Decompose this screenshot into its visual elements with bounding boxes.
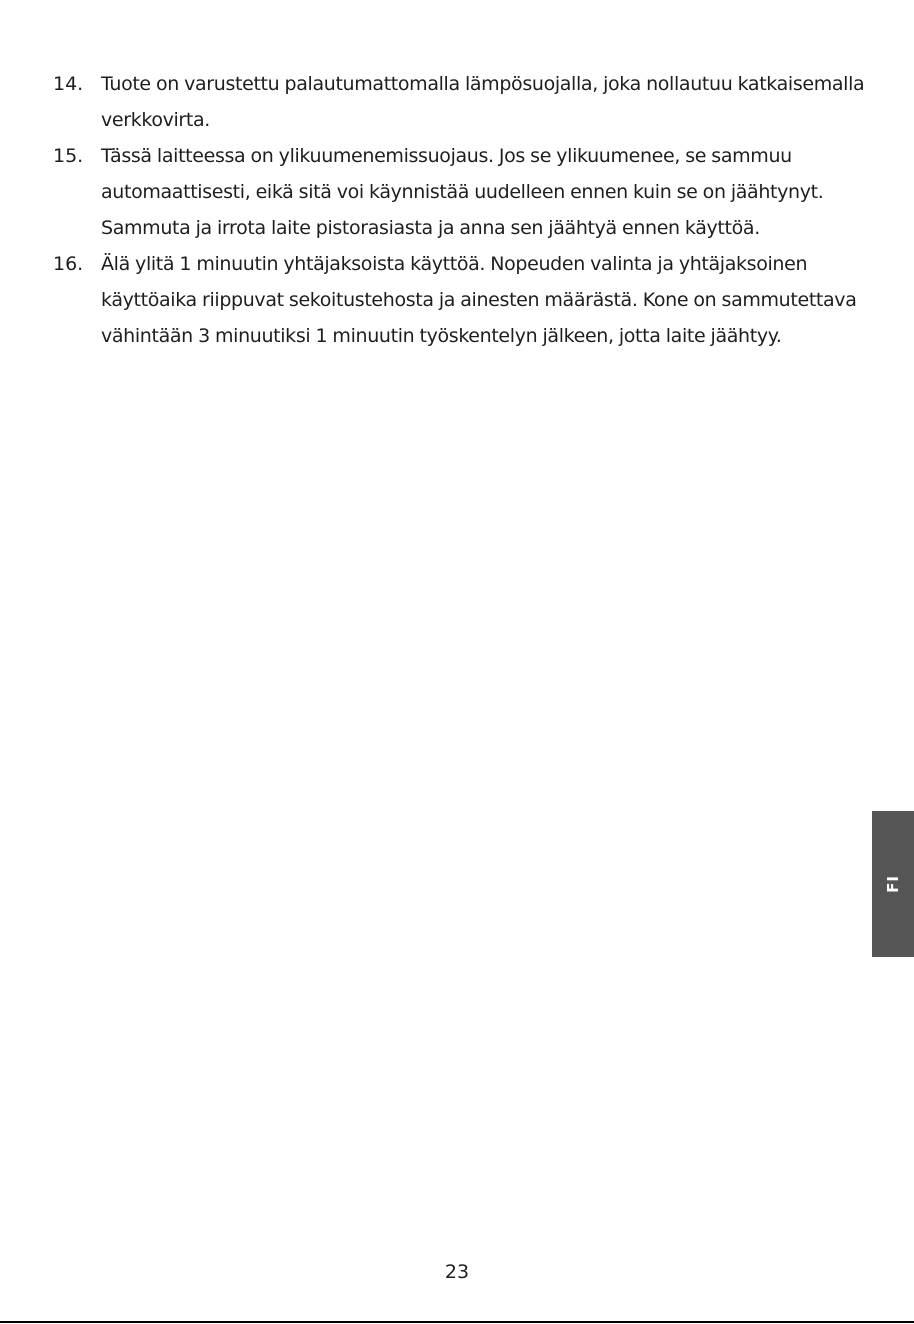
item-number: 14. [53,73,84,95]
instruction-item-15 [53,138,865,246]
bottom-divider [0,1321,914,1323]
item-text: Tuote on varustettu palautumattomalla lämpösuojalla, joka nollautuu katkaisemalla verkkovirta. [101,73,865,131]
instruction-item-14 [53,66,865,138]
safety-instructions-list [53,66,865,354]
item-number: 15. [53,145,84,167]
item-number: 16. [53,253,84,275]
page-number: 23 [444,1261,470,1283]
language-tab [872,811,914,957]
language-tab-label: FI [883,875,902,893]
item-text: Tässä laitteessa on ylikuumenemissuojaus. Jos se ylikuumenee, se sammuu automaattisesti, eikä sitä voi käynnistää uudelleen ennen kuin se on jäähtynyt. Sammuta ja irrota laite pistorasiasta ja anna sen jäähtyä ennen käyttöä. [101,145,824,239]
instruction-item-16 [53,246,865,354]
item-text: Älä ylitä 1 minuutin yhtäjaksoista käyttöä. Nopeuden valinta ja yhtäjaksoinen käyttöaika riippuvat sekoitustehosta ja ainesten määrästä. Kone on sammutettava vähintään 3 minuutiksi 1 minuutin työskentelyn jälkeen, jotta laite jäähtyy. [101,253,857,347]
